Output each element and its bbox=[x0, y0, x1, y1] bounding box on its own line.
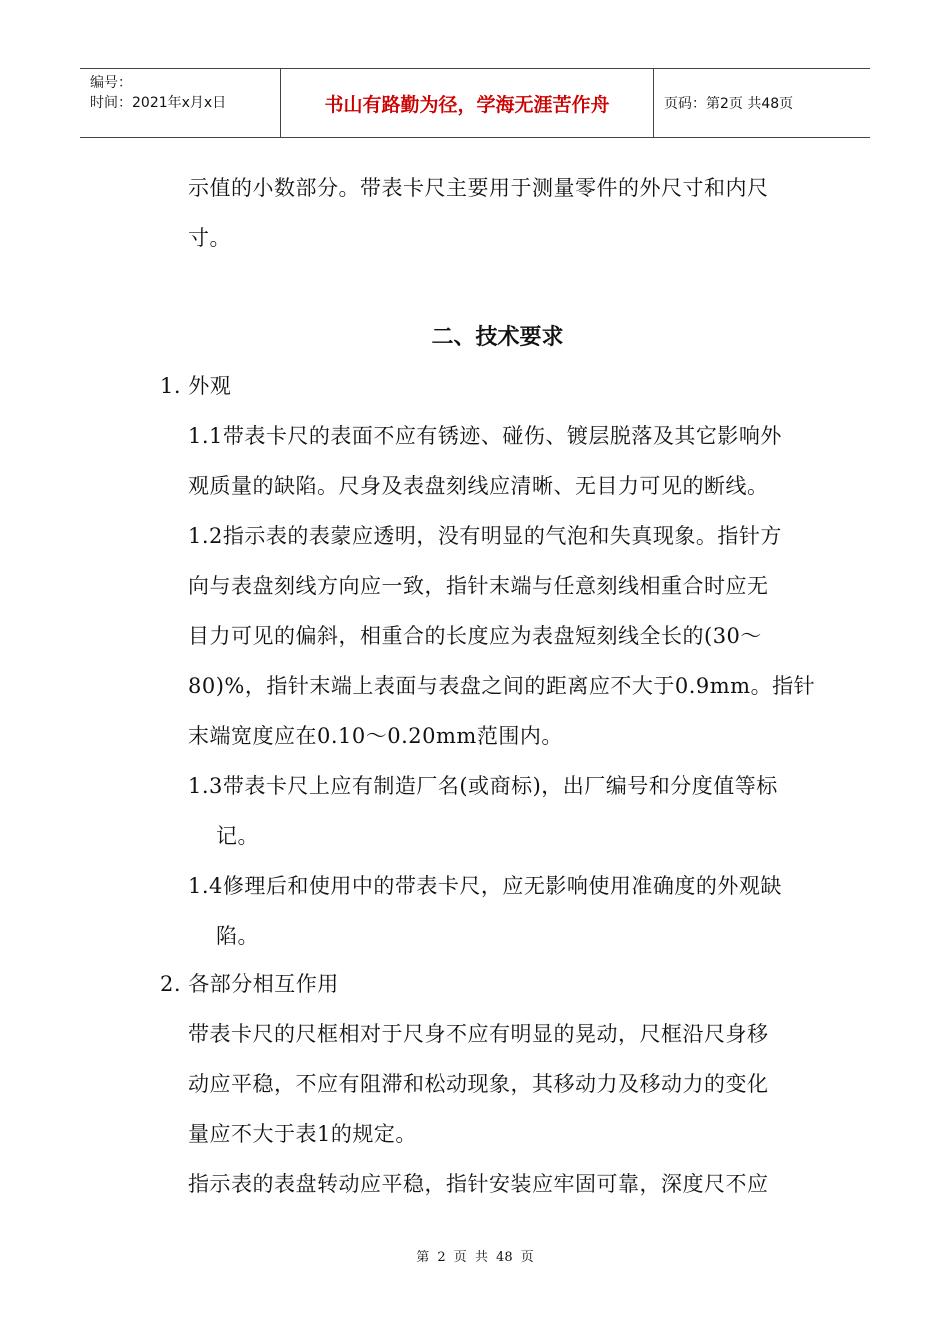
page-header bbox=[80, 68, 870, 138]
subsection-title: 2. 各部分相互作用 bbox=[160, 972, 339, 996]
paragraph-line: 量应不大于表1的规定。 bbox=[188, 1122, 417, 1146]
paragraph-line: 动应平稳，不应有阻滞和松动现象，其移动力及移动力的变化 bbox=[188, 1072, 769, 1096]
page-footer: 第 2 页 共 48 页 bbox=[416, 1250, 534, 1265]
paragraph-line: 1.3带表卡尺上应有制造厂名(或商标)，出厂编号和分度值等标 bbox=[188, 774, 778, 798]
document-time: 时间：2021年x月x日 bbox=[90, 95, 227, 111]
paragraph-line: 观质量的缺陷。尺身及表盘刻线应清晰、无目力可见的断线。 bbox=[188, 474, 769, 498]
paragraph-line: 带表卡尺的尺框相对于尺身不应有明显的晃动，尺框沿尺身移 bbox=[188, 1022, 769, 1046]
paragraph-line: 80)%，指针末端上表面与表盘之间的距离应不大于0.9mm。指针 bbox=[188, 674, 816, 698]
section-heading: 二、技术要求 bbox=[431, 325, 564, 350]
paragraph-line: 目力可见的偏斜，相重合的长度应为表盘短刻线全长的(30～ bbox=[188, 624, 762, 648]
paragraph-line: 1.4修理后和使用中的带表卡尺，应无影响使用准确度的外观缺 bbox=[188, 874, 782, 898]
paragraph-line: 示值的小数部分。带表卡尺主要用于测量零件的外尺寸和内尺 bbox=[188, 176, 769, 200]
document-number-label: 编号： bbox=[90, 75, 132, 91]
paragraph-line: 记。 bbox=[216, 824, 259, 848]
paragraph-line: 指示表的表盘转动应平稳，指针安装应牢固可靠，深度尺不应 bbox=[188, 1172, 769, 1196]
paragraph-line: 向与表盘刻线方向应一致，指针末端与任意刻线相重合时应无 bbox=[188, 574, 769, 598]
paragraph-line: 末端宽度应在0.10～0.20mm范围内。 bbox=[188, 724, 563, 748]
subsection-title: 1. 外观 bbox=[160, 374, 232, 398]
paragraph-line: 寸。 bbox=[188, 226, 231, 250]
paragraph-line: 1.1带表卡尺的表面不应有锈迹、碰伤、镀层脱落及其它影响外 bbox=[188, 424, 782, 448]
paragraph-line: 1.2指示表的表蒙应透明，没有明显的气泡和失真现象。指针方 bbox=[188, 524, 782, 548]
header-page-info: 页码：第2页 共48页 bbox=[664, 96, 794, 112]
header-motto: 书山有路勤为径，学海无涯苦作舟 bbox=[280, 69, 654, 137]
paragraph-line: 陷。 bbox=[216, 924, 259, 948]
header-meta bbox=[80, 69, 280, 137]
